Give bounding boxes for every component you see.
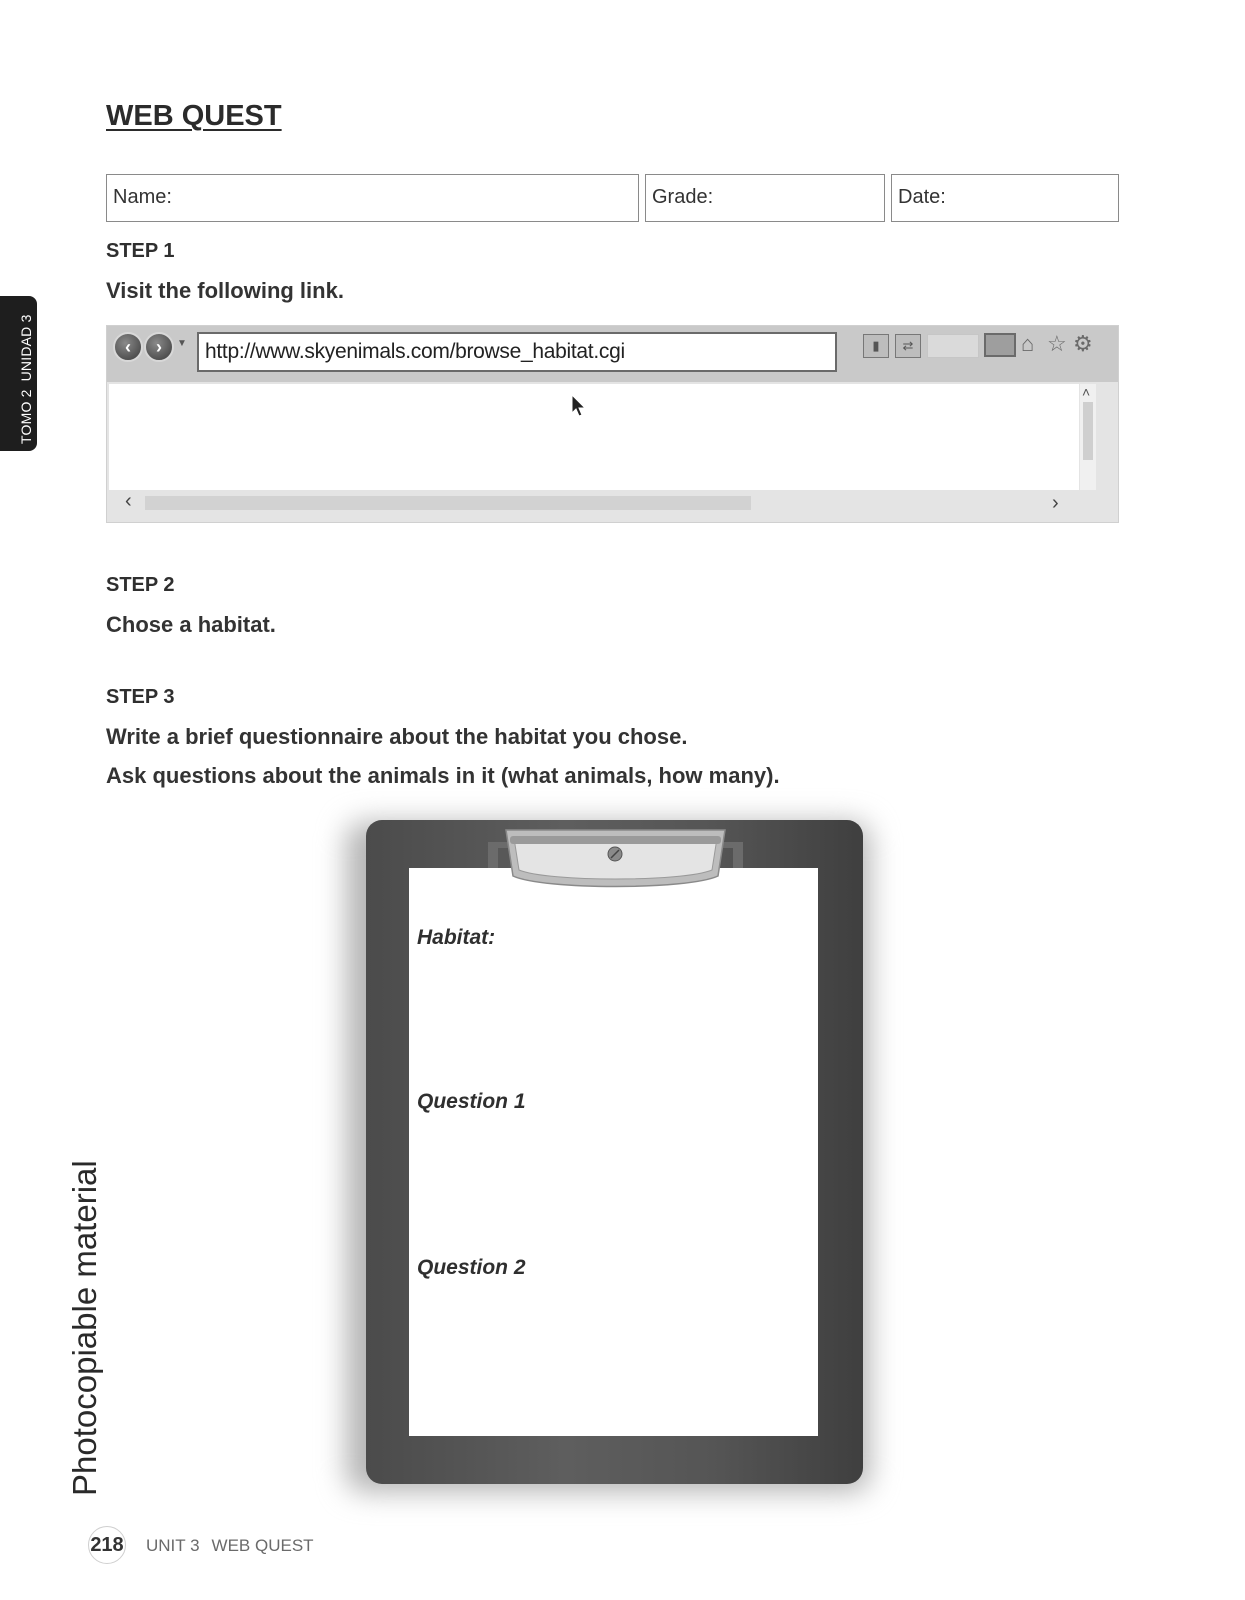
date-field[interactable] [891,174,1119,222]
footer-unit: UNIT 3 [146,1536,200,1555]
cursor-icon [571,394,587,418]
forward-icon[interactable]: › [144,332,174,362]
dropdown-icon[interactable]: ▼ [177,338,187,349]
step-3-text-1: Write a brief questionnaire about the habitat you chose. [106,724,688,749]
step-1-text: Visit the following link. [106,278,344,303]
vertical-scroll-thumb[interactable] [1083,402,1093,460]
search-box[interactable] [927,334,979,358]
question-2-label: Question 2 [417,1256,526,1279]
grade-field-label: Grade: [652,186,714,208]
photocopiable-caption: Photocopiable material [66,1160,103,1496]
step-2-label: STEP 2 [106,574,175,596]
browser-window [106,325,1119,523]
vertical-scrollbar[interactable] [1080,384,1096,490]
grade-field[interactable] [645,174,885,222]
footer-text [146,1536,326,1556]
refresh-icon[interactable]: ⇄ [895,334,921,358]
home-icon[interactable]: ⌂ [1021,331,1035,356]
page-title: WEB QUEST [106,100,282,132]
side-tab [0,296,37,451]
clipboard-paper [409,868,818,1436]
name-field[interactable] [106,174,639,222]
star-icon[interactable]: ☆ [1047,331,1067,356]
page-number: 218 [88,1526,126,1564]
url-bar[interactable]: http://www.skyenimals.com/browse_habitat.cgi [197,332,837,372]
footer-section: WEB QUEST [211,1536,314,1555]
step-3-text-2: Ask questions about the animals in it (what animals, how many). [106,763,780,788]
step-1-label: STEP 1 [106,240,175,262]
lock-icon[interactable]: ▮ [863,334,889,358]
browser-toolbar [107,326,1118,382]
scroll-up-icon[interactable]: ˄ [1082,384,1091,400]
screen-icon[interactable] [984,333,1016,357]
habitat-label: Habitat: [417,926,496,949]
back-icon[interactable]: ‹ [113,332,143,362]
side-tab-unit: UNIDAD 3 [18,314,34,382]
step-2-text: Chose a habitat. [106,612,276,637]
question-1-label: Question 1 [417,1090,526,1113]
scroll-right-icon[interactable]: › [1052,492,1059,514]
gear-icon[interactable]: ⚙ [1073,331,1093,356]
side-tab-text [18,306,34,444]
name-field-label: Name: [113,186,172,208]
browser-viewport [109,384,1079,490]
side-tab-volume: TOMO 2 [18,389,34,444]
scroll-left-icon[interactable]: ‹ [125,490,132,512]
horizontal-scroll-thumb[interactable] [145,496,751,510]
step-3-label: STEP 3 [106,686,175,708]
clipboard-clip-icon [488,828,743,892]
date-field-label: Date: [898,186,946,208]
